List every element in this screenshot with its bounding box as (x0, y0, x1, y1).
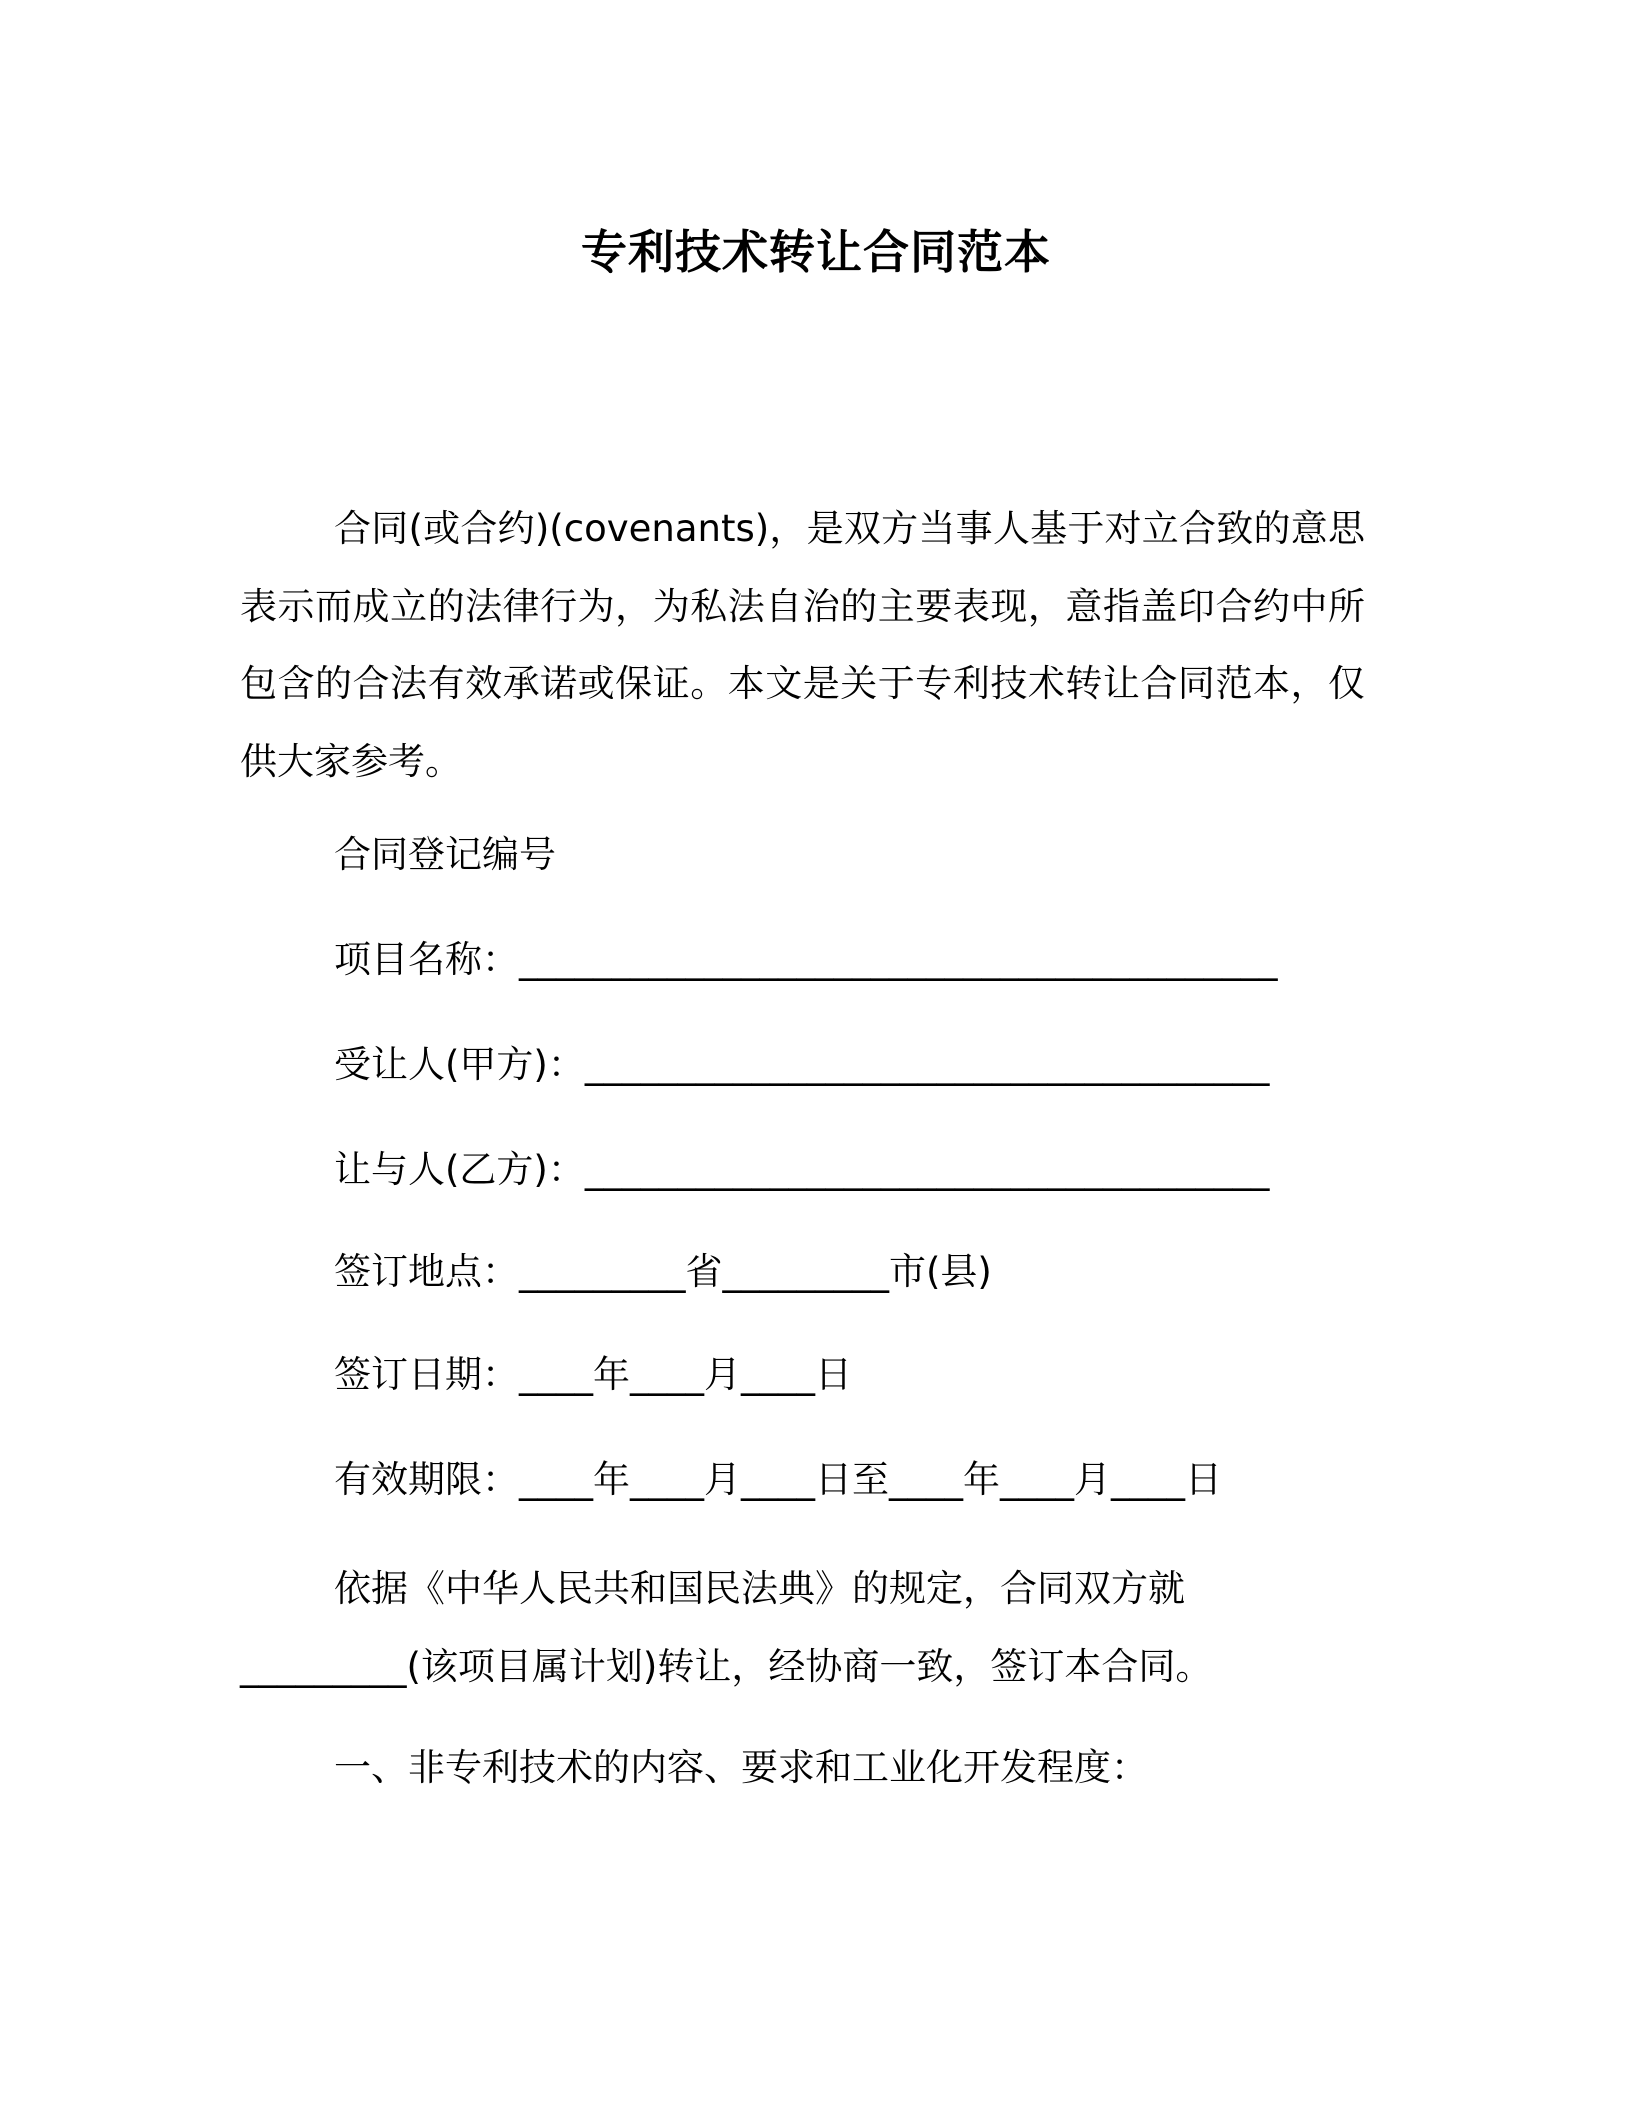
signing-date-field: 签订日期：____年____月____日 (334, 1353, 852, 1396)
registration-number-label: 合同登记编号 (334, 833, 556, 876)
section-1-heading: 一、非专利技术的内容、要求和工业化开发程度： (334, 1746, 1148, 1789)
project-name-field: 项目名称：_________________________________________ (334, 938, 1278, 981)
document-title: 专利技术转让合同范本 (581, 225, 1051, 279)
intro-paragraph: 合同(或合约)(covenants)，是双方当事人基于对立合致的意思表示而成立的法律行为，为私法自治的主要表现，意指盖印合约中所包含的合法有效承诺或保证。本文是关于专利技术转让合同范本，仅供大家参考。 (240, 507, 1365, 783)
assignor-field: 让与人(乙方)：_____________________________________ (334, 1148, 1270, 1191)
assignee-field: 受让人(甲方)：_____________________________________ (334, 1043, 1270, 1086)
legal-basis-paragraph: 依据《中华人民共和国民法典》的规定，合同双方就_________(该项目属计划)转让，经协商一致，签订本合同。 (240, 1567, 1213, 1688)
validity-term-field: 有效期限：____年____月____日至____年____月____日 (334, 1458, 1222, 1501)
signing-place-field: 签订地点：_________省_________市(县) (334, 1250, 992, 1293)
